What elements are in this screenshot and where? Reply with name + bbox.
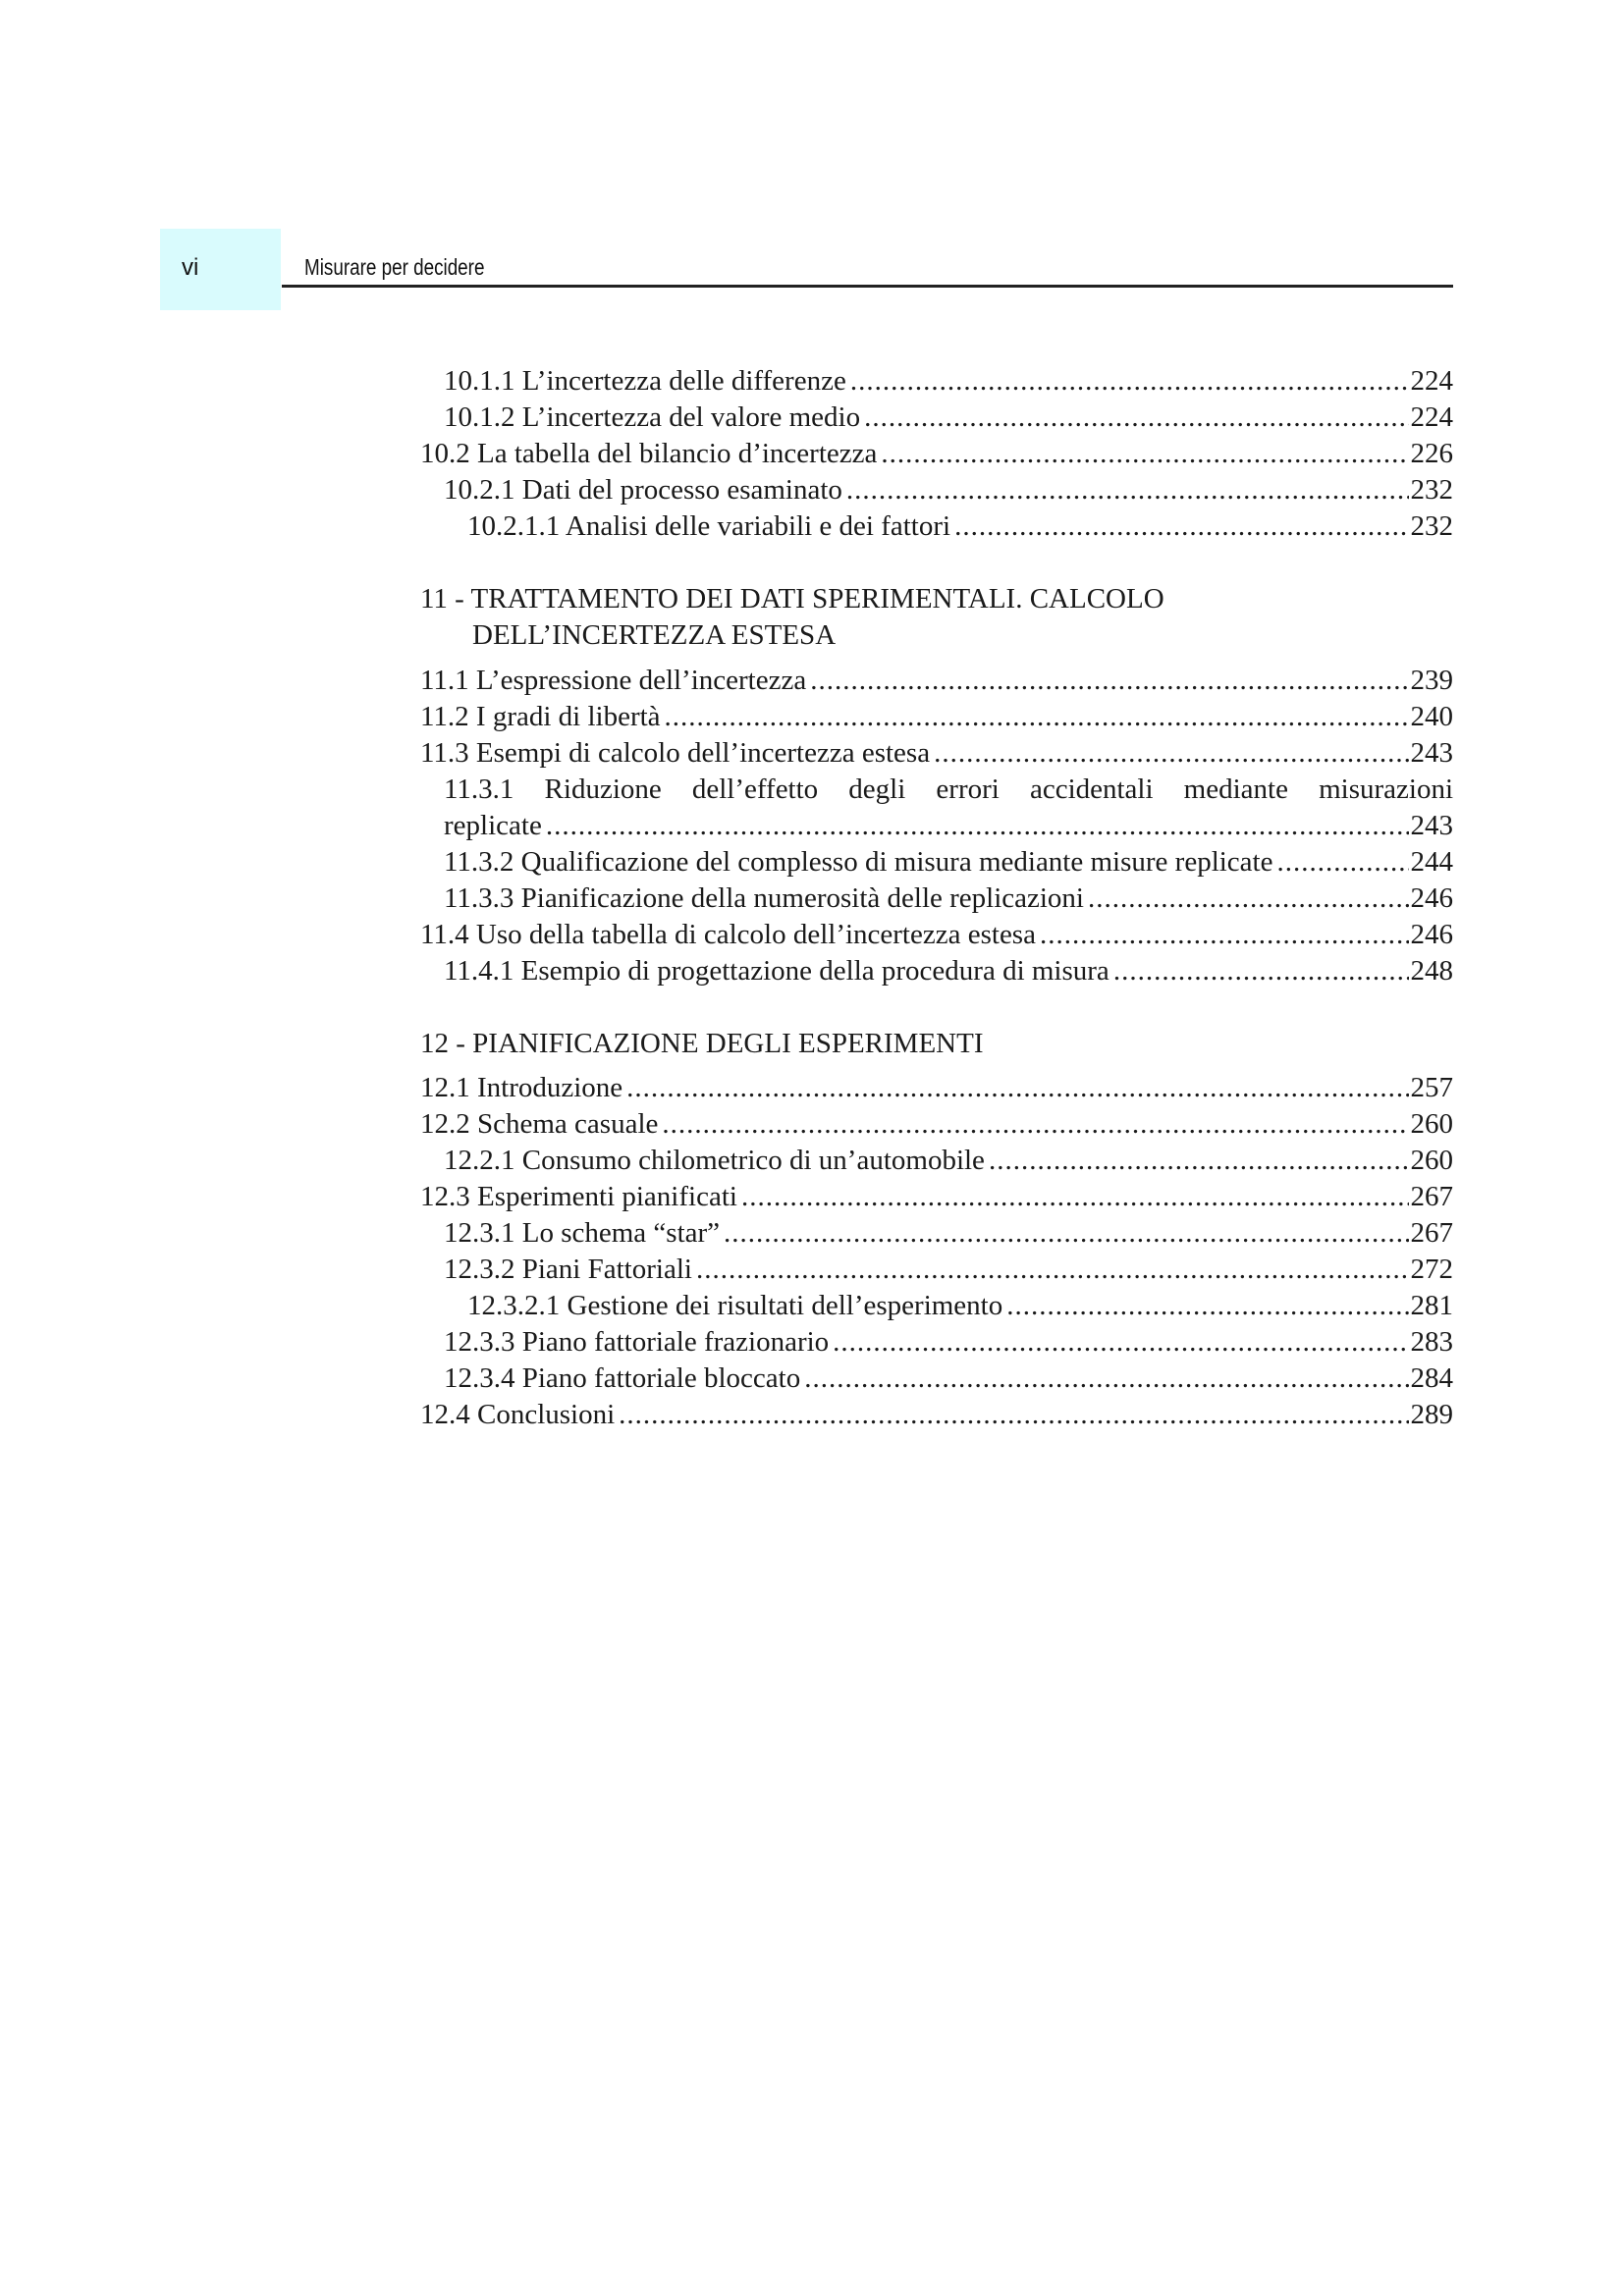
toc-entry xyxy=(420,735,1453,772)
toc-leader-dots xyxy=(1113,953,1409,989)
toc-leader-dots xyxy=(696,1252,1409,1288)
toc-entry xyxy=(444,953,1453,989)
toc-entry-page: 267 xyxy=(1410,1181,1453,1212)
toc-entry-page: 284 xyxy=(1410,1362,1453,1394)
toc-entry xyxy=(420,436,1453,472)
toc-entry-title: 10.2 La tabella del bilancio d’incertezza xyxy=(420,438,878,469)
toc-entry-title: 11.3.2 Qualificazione del complesso di misura mediante misure replicate xyxy=(444,846,1273,878)
toc-entry-title: 12.1 Introduzione xyxy=(420,1072,623,1103)
chapter-heading-12 xyxy=(420,1026,1453,1062)
running-title: Misurare per decidere xyxy=(304,254,485,280)
toc-entry-page: 272 xyxy=(1410,1254,1453,1285)
toc-entry xyxy=(444,844,1453,881)
header-rule xyxy=(282,285,1453,288)
page-number: vi xyxy=(182,254,199,281)
toc-leader-dots xyxy=(881,436,1408,472)
toc-entry xyxy=(444,363,1453,400)
toc-entry-title: 12.3 Esperimenti pianificati xyxy=(420,1181,737,1212)
toc-entry-page: 224 xyxy=(1410,401,1453,433)
toc-entry-page: 224 xyxy=(1410,365,1453,397)
toc-entry-title: 11.3.3 Pianificazione della numerosità delle replicazioni xyxy=(444,882,1084,914)
chapter-heading-line: DELL’INCERTEZZA ESTESA xyxy=(472,619,837,651)
toc-leader-dots xyxy=(1088,881,1409,917)
toc-entry-page: 267 xyxy=(1410,1217,1453,1249)
toc-leader-dots xyxy=(1006,1288,1408,1324)
toc-entry xyxy=(420,1106,1453,1143)
toc-entry-title: 12.2 Schema casuale xyxy=(420,1108,659,1140)
page-header xyxy=(160,229,1453,310)
toc-entry-title: 10.1.2 L’incertezza del valore medio xyxy=(444,401,861,433)
toc-entry xyxy=(467,1288,1453,1324)
toc-entry-title: replicate xyxy=(444,810,542,841)
toc-leader-dots xyxy=(1040,917,1409,953)
toc-entry-title: 12.3.4 Piano fattoriale bloccato xyxy=(444,1362,801,1394)
toc-entry-title: 10.2.1 Dati del processo esaminato xyxy=(444,474,842,506)
toc-entry-page: 243 xyxy=(1410,810,1453,841)
toc-entry-title: 11.2 I gradi di libertà xyxy=(420,701,661,732)
toc-entry xyxy=(444,400,1453,436)
toc-entry-page: 232 xyxy=(1410,474,1453,506)
toc-leader-dots xyxy=(662,1106,1408,1143)
toc-entry xyxy=(444,881,1453,917)
toc-entry-page: 281 xyxy=(1410,1290,1453,1321)
toc-leader-dots xyxy=(804,1361,1408,1397)
toc-entry-title: 12.3.2.1 Gestione dei risultati dell’esperimento xyxy=(467,1290,1003,1321)
toc-entry-page: 257 xyxy=(1410,1072,1453,1103)
toc-entry-page: 283 xyxy=(1410,1326,1453,1358)
toc-entry xyxy=(420,1070,1453,1106)
toc-entry-wrapped-line: 11.3.1 Riduzione dell’effetto degli errori accidentali mediante misurazioni xyxy=(444,774,1453,805)
toc-leader-dots xyxy=(1276,844,1408,881)
toc-leader-dots xyxy=(850,363,1409,400)
toc-leader-dots xyxy=(665,699,1409,735)
chapter-heading-line: 12 - PIANIFICAZIONE DEGLI ESPERIMENTI xyxy=(420,1028,984,1059)
toc-entry-title: 10.2.1.1 Analisi delle variabili e dei fattori xyxy=(467,510,951,542)
toc-entry-page: 240 xyxy=(1410,701,1453,732)
toc-entry-page: 232 xyxy=(1410,510,1453,542)
toc-entry xyxy=(444,1324,1453,1361)
toc-entry xyxy=(420,1179,1453,1215)
toc-entry xyxy=(467,508,1453,545)
toc-entry-title: 12.3.3 Piano fattoriale frazionario xyxy=(444,1326,830,1358)
toc-leader-dots xyxy=(810,663,1408,699)
toc-entry-title: 11.1 L’espressione dell’incertezza xyxy=(420,665,807,696)
toc-entry-page: 260 xyxy=(1410,1145,1453,1176)
toc-entry-title: 10.1.1 L’incertezza delle differenze xyxy=(444,365,846,397)
toc-entry xyxy=(420,917,1453,953)
toc-leader-dots xyxy=(864,400,1408,436)
toc-leader-dots xyxy=(989,1143,1409,1179)
toc-entry-title: 12.3.1 Lo schema “star” xyxy=(444,1217,721,1249)
toc-leader-dots xyxy=(833,1324,1408,1361)
toc-entry-title: 12.4 Conclusioni xyxy=(420,1399,616,1430)
toc-entry-title: 11.3 Esempi di calcolo dell’incertezza estesa xyxy=(420,737,931,769)
toc-entry xyxy=(420,699,1453,735)
toc-entry-page: 248 xyxy=(1410,955,1453,987)
toc-entry xyxy=(444,808,1453,844)
toc-entry-page: 239 xyxy=(1410,665,1453,696)
toc-leader-dots xyxy=(741,1179,1409,1215)
toc-leader-dots xyxy=(626,1070,1408,1106)
toc-entry-page: 226 xyxy=(1410,438,1453,469)
toc-entry xyxy=(444,1143,1453,1179)
toc-entry xyxy=(420,663,1453,699)
toc-entry xyxy=(444,472,1453,508)
toc-entry-title: 11.4 Uso della tabella di calcolo dell’incertezza estesa xyxy=(420,919,1036,950)
chapter-heading-line: 11 - TRATTAMENTO DEI DATI SPERIMENTALI. CALCOLO xyxy=(420,583,1164,614)
toc-entry xyxy=(444,1252,1453,1288)
toc-entry-page: 244 xyxy=(1410,846,1453,878)
toc-entry xyxy=(444,1215,1453,1252)
toc-leader-dots xyxy=(619,1397,1408,1433)
toc-entry-title: 12.3.2 Piani Fattoriali xyxy=(444,1254,692,1285)
toc-leader-dots xyxy=(846,472,1409,508)
toc-leader-dots xyxy=(546,808,1409,844)
toc-leader-dots xyxy=(934,735,1408,772)
toc-entry xyxy=(420,1397,1453,1433)
page-number-tab xyxy=(160,229,281,310)
chapter-heading-11 xyxy=(420,581,1453,654)
toc-entry-page: 260 xyxy=(1410,1108,1453,1140)
toc-leader-dots xyxy=(724,1215,1408,1252)
toc-entry-title: 11.4.1 Esempio di progettazione della procedura di misura xyxy=(444,955,1109,987)
toc-leader-dots xyxy=(954,508,1408,545)
toc-entry-title: 12.2.1 Consumo chilometrico di un’automobile xyxy=(444,1145,985,1176)
toc-entry-page: 243 xyxy=(1410,737,1453,769)
toc-entry-page: 289 xyxy=(1410,1399,1453,1430)
toc-entry-page: 246 xyxy=(1410,882,1453,914)
toc-entry-page: 246 xyxy=(1410,919,1453,950)
toc-entry xyxy=(444,1361,1453,1397)
